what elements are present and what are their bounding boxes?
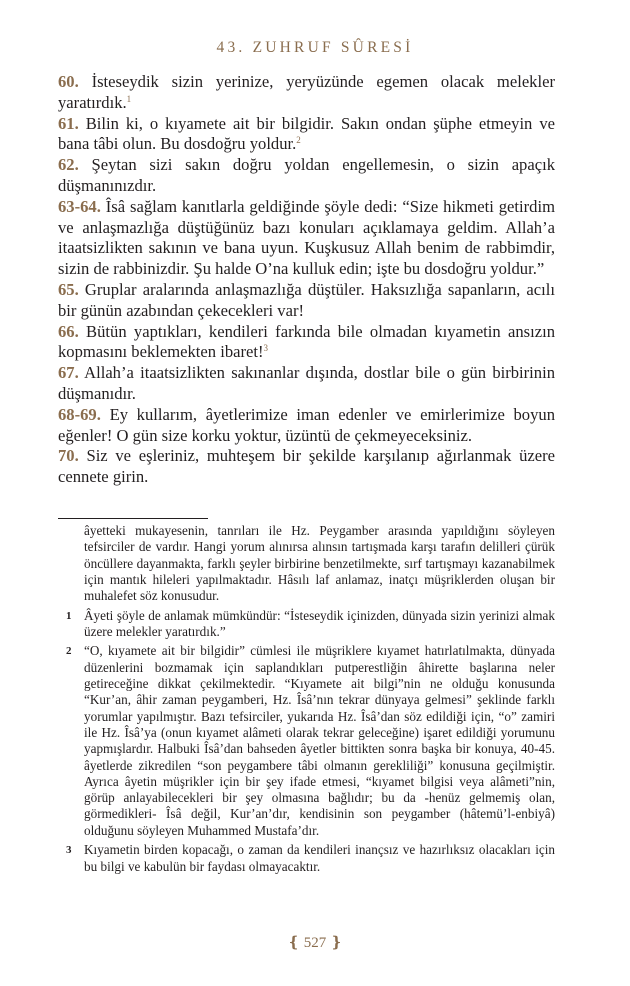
verse	[58, 280, 555, 322]
footnote-ref[interactable]: 2	[296, 135, 301, 146]
verse-text: Gruplar aralarında anlaşmazlığa düştüler. Haksızlığa sapanların, acılı bir günün azabından çekecekleri var!	[58, 279, 555, 320]
footnote-text: âyetteki mukayesenin, tanrıları ile Hz. Peygamber arasında yapıldığını söyleyen tefsirciler de vardır. Hangi yorum alınırsa alınsın tartışmada karşı tarafın delilleri çürük öncüllere dayanmakta, farklı şeyler birbirine benzetilmekte, sırf tartışmayı kazanabilmek için mantık hileleri yapılmaktadır. Hâsılı laf anlamaz, inatçı müşriklerden oluşan bir muhalefet söz konusudur.	[84, 523, 555, 604]
verse-number: 62.	[58, 155, 79, 175]
verse-text: Îsâ sağlam kanıtlarla geldiğinde şöyle dedi: “Size hikmeti getirdim ve anlaşmazlığa düştüğünüz bazı konuları açıklamaya geldim. Allah’a itaatsizlikten sakının ve bana uyun. Kuşkusuz Allah benim de rabbimdir, sizin de rabbinizdir. Şu halde O’na kulluk edin; işte bu dosdoğru yoldur.”	[58, 196, 555, 279]
ornament-right-icon: ❵	[330, 935, 343, 951]
verse-number: 60.	[58, 72, 79, 91]
footnote-ref[interactable]: 1	[126, 93, 132, 104]
footnote-list	[58, 523, 555, 878]
verse-text: Siz ve eşleriniz, muhteşem bir şekilde karşılanıp ağırlanmak üzere cennete girin.	[58, 446, 555, 487]
footnote-marker: 2	[66, 645, 72, 658]
verse-text: Şeytan sizi sakın doğru yoldan engellemesin, o sizin apaçık düşmanınızdır.	[58, 155, 555, 195]
verse-text: İsteseydik sizin yerinize, yeryüzünde egemen olacak melekler yaratırdık.	[58, 72, 555, 112]
verse-list	[58, 72, 555, 488]
footnote-marker: 1	[66, 609, 72, 622]
verse-text: Ey kullarım, âyetlerimize iman edenler ve emirlerimize boyun eğenler! O gün size korku yoktur, üzüntü de çekmeyeceksiniz.	[58, 404, 555, 445]
footnote	[58, 643, 555, 839]
verse-number: 70.	[58, 446, 79, 466]
footnote-text: Âyeti şöyle de anlamak mümkündür: “İsteseydik içinizden, dünyada sizin yerinizi almak üzere melekler yaratırdık.”	[84, 607, 555, 639]
verse-number: 66.	[58, 321, 79, 341]
verse	[58, 405, 555, 447]
verse-text: Bütün yaptıkları, kendileri farkında bile olmadan kıyametin ansızın kopmasını beklemekten ibaret!	[58, 321, 555, 362]
verse-number: 68-69.	[58, 404, 101, 424]
footnote	[58, 523, 555, 604]
verse	[58, 197, 555, 280]
page-number: 527	[303, 935, 327, 951]
running-header	[0, 39, 630, 57]
verse-number: 63-64.	[58, 196, 101, 216]
footnote-marker	[58, 523, 84, 604]
verse-number: 67.	[58, 363, 79, 383]
verse	[58, 363, 555, 405]
verse	[58, 72, 555, 114]
footnote-text: Kıyametin birden kopacağı, o zaman da kendileri inançsız ve hazırlıksız olacakları için bu bilgi ve kabulün bir faydası olmayacaktır.	[84, 842, 555, 874]
page-footer	[0, 933, 630, 952]
verse-number: 65.	[58, 279, 79, 299]
verse	[58, 114, 555, 156]
footnote-marker: 3	[66, 844, 72, 857]
footnote	[58, 842, 555, 875]
footnote	[58, 608, 555, 641]
verse-number: 61.	[58, 113, 79, 133]
verse	[58, 322, 555, 364]
footnote-divider	[58, 518, 208, 519]
verse-text: Bilin ki, o kıyamete ait bir bilgidir. Sakın ondan şüphe etmeyin ve bana tâbi olun. Bu dosdoğru yoldur.	[58, 113, 555, 154]
footnote-ref[interactable]: 3	[263, 343, 269, 354]
footnote-text: “O, kıyamete ait bir bilgidir” cümlesi ile müşriklere kıyamet hatırlatılmakta, dünyada düzenlerini bozmamak için saplandıkları putperestliğin âhirette başlarına neler getireceğine dikkat çekilmektedir. “Kıyamete ait bilgi”nin ne olduğu konusunda “Kur’an, âhir zaman peygamberi, Hz. Îsâ’nın tekrar dünyaya gelmesi” şeklinde farklı yorumlar yapılmıştır. Bazı tefsirciler, yukarıda Hz. Îsâ’dan söz edildiği için, “o” zamiri ile Hz. Îsâ’ya (onun kıyamet alâmeti olarak tekrar geleceğine) işaret edildiği yorumunu yapmışlardır. Halbuki Îsâ’dan bahseden âyetler bittikten sonra başka bir konuya, 40-45. âyetlerde zikredilen “son peygambere tâbi olmanın gerekliliği” konusuna geçilmiştir. Ayrıca âyetin müşrikler için bir şey ifade etmesi, “kıyamet bilgisi veya alâmeti”nin, görüp anlayabilecekleri bir şey olmasına bağlıdır; bu da -henüz gelmemiş olan, görmedikleri- Îsâ değil, Kur’an’dır, kendisinin son peygamber (hâtemü’l-enbiyâ) olduğunu söyleyen Muhammed Mustafa’dır.	[84, 643, 555, 838]
verse	[58, 155, 555, 197]
sura-title: 43. ZUHRUF SÛRESİ	[216, 39, 414, 56]
verse	[58, 446, 555, 488]
verse-text: Allah’a itaatsizlikten sakınanlar dışında, dostlar bile o gün birbirinin düşmanıdır.	[58, 363, 555, 403]
ornament-left-icon: ❴	[287, 935, 300, 951]
